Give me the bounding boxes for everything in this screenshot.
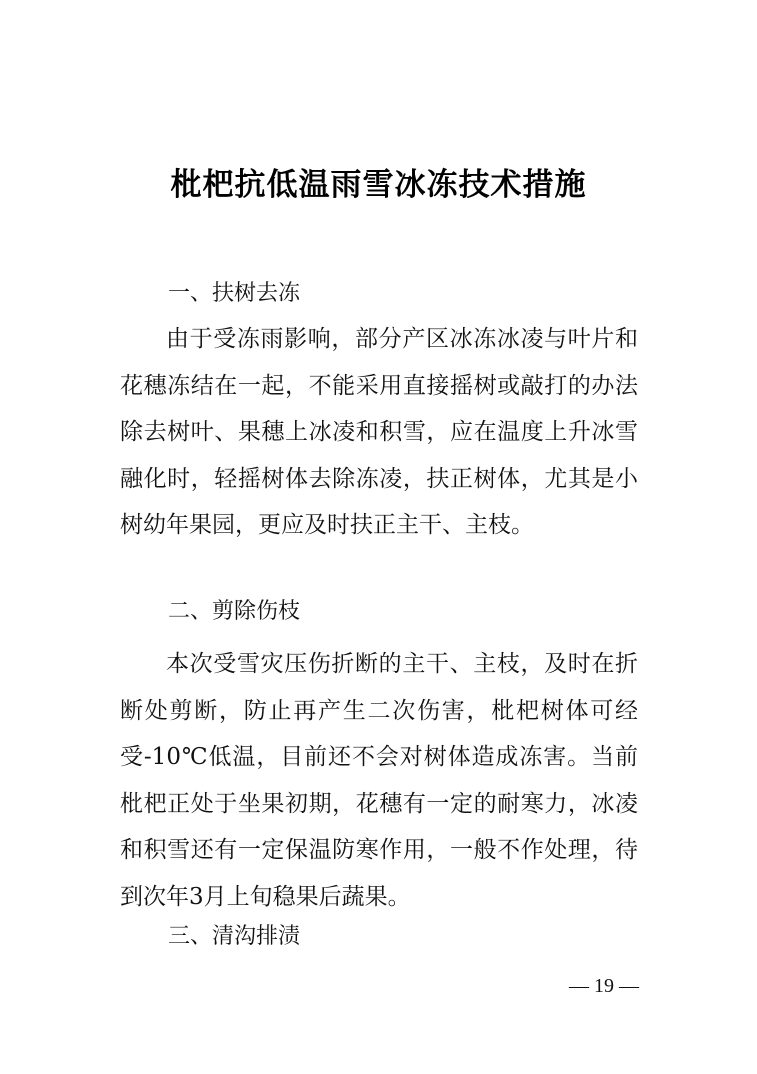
section-heading-3: 三、清沟排渍 <box>168 924 301 949</box>
section-body-1: 由于受冻雨影响，部分产区冰冻冰凌与叶片和花穗冻结在一起，不能采用直接摇树或敲打的办法除去树叶、果穗上冰凌和积雪，应在温度上升冰雪融化时，轻摇树体去除冻凌，扶正树体，尤其是小树幼年果园，更应及时扶正主干、主枝。 <box>120 326 638 538</box>
section-body-2: 本次受雪灾压伤折断的主干、主枝，及时在折断处剪断，防止再产生二次伤害，枇杷树体可经受-10℃低温，目前还不会对树体造成冻害。当前枇杷正处于坐果初期，花穗有一定的耐寒力，冰凌和积雪还有一定保温防寒作用，一般不作处理，待到次年3月上旬稳果后蔬果。 <box>120 651 638 910</box>
section-heading-1: 一、扶树去冻 <box>168 281 301 306</box>
page-number: — 19 — <box>569 975 639 997</box>
section-heading-2: 二、剪除伤枝 <box>168 599 301 624</box>
document-title: 枇杷抗低温雨雪冰冻技术措施 <box>170 167 587 203</box>
